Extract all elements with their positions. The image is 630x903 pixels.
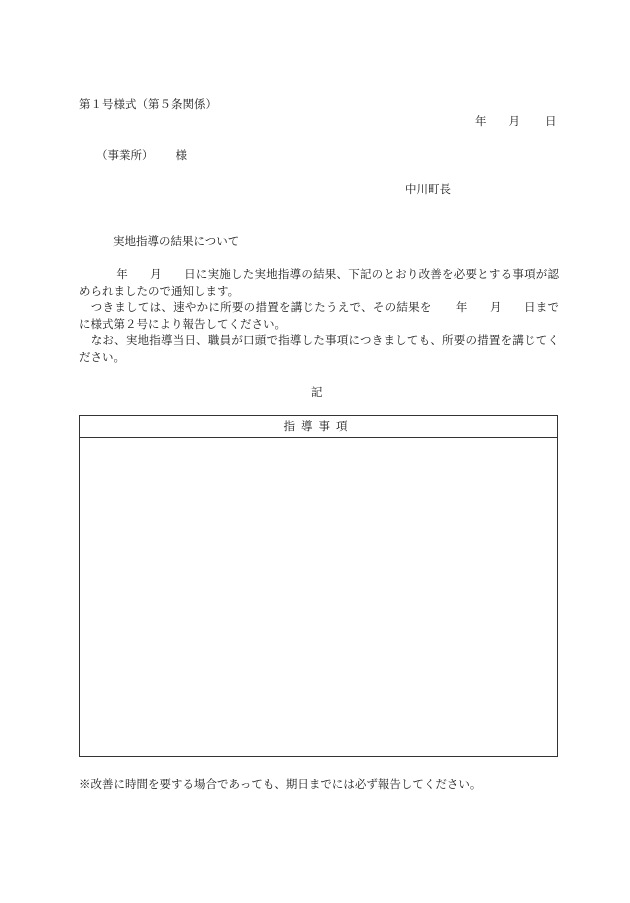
date-month: 月 <box>508 114 520 128</box>
subject: 実地指導の結果について <box>113 234 240 248</box>
p1-month: 月 <box>149 267 162 281</box>
paragraph-1 <box>79 266 559 299</box>
p1-text: 日に実施した実地指導の結果、下記のとおり改善を必要とする事項が認められましたので通知します。 <box>79 267 560 298</box>
table-content-area <box>80 438 557 756</box>
p2-month: 月 <box>489 300 502 315</box>
recipient-name: （事業所） <box>96 148 154 162</box>
ki-marker: 記 <box>311 385 323 399</box>
date-line <box>475 113 557 129</box>
p2-year: 年 <box>455 300 468 315</box>
sender: 中川町長 <box>405 182 451 196</box>
date-year: 年 <box>475 114 487 128</box>
table-header: 指導事項 <box>80 416 557 438</box>
paragraph-3 <box>79 332 559 365</box>
date-day: 日 <box>545 114 557 128</box>
guidance-table <box>79 415 558 757</box>
paragraph-2 <box>79 299 559 332</box>
body-text <box>79 266 559 366</box>
p1-year: 年 <box>116 267 128 281</box>
footnote: ※改善に時間を要する場合であっても、期日までには必ず報告してください。 <box>79 777 482 791</box>
p3-text: なお、実地指導当日、職員が口頭で指導した事項につきましても、所要の措置を講じてください。 <box>79 333 559 364</box>
recipient-honorific: 様 <box>175 148 187 162</box>
recipient <box>96 147 187 163</box>
p2-after: 日までに様式第２号により報告してください。 <box>79 300 560 331</box>
p2-before: つきましては、速やかに所要の措置を講じたうえで、その結果を <box>90 300 432 315</box>
form-number: 第１号様式（第５条関係） <box>79 97 217 111</box>
